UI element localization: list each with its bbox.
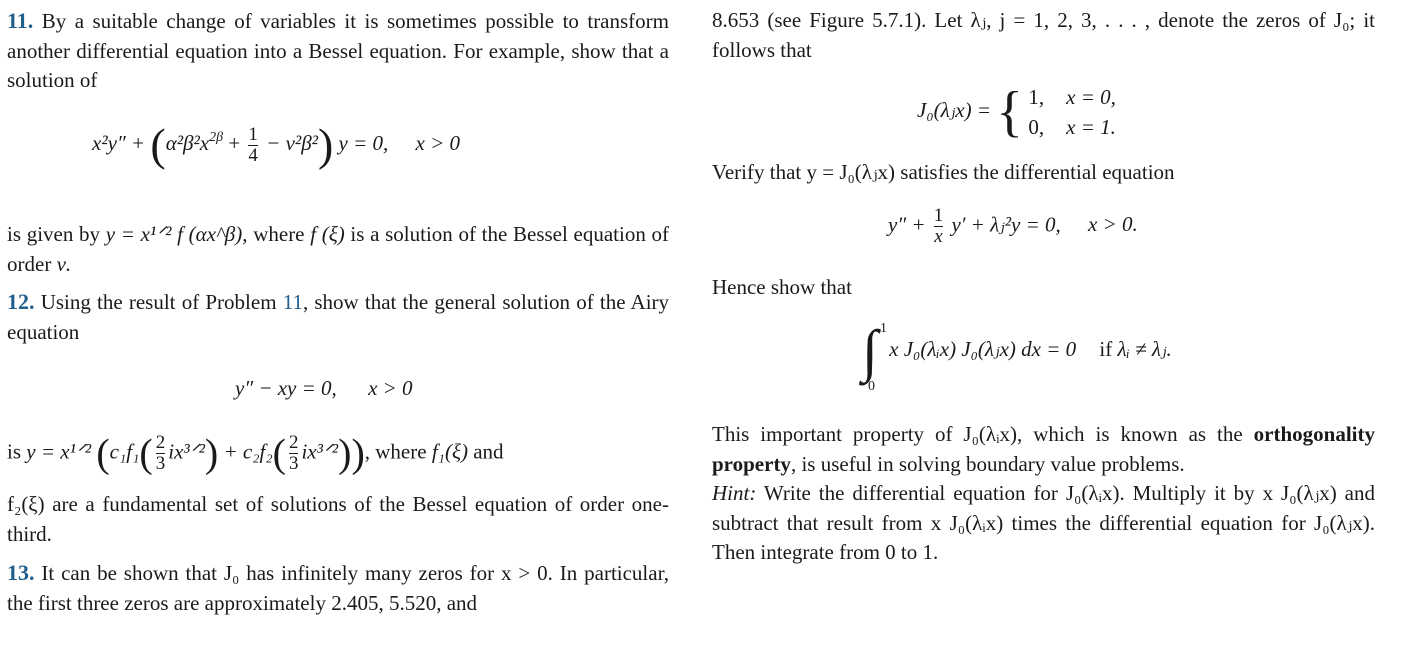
- solution-fraction-1: [156, 433, 166, 474]
- eq-lhs: x²y″ +: [92, 130, 146, 155]
- conclusion-text-3: is a solution of the Bessel equation of order: [7, 222, 669, 276]
- verify-text: Verify that y = J₀(λⱼx) satisfies the differential equation: [712, 160, 1175, 184]
- problem-11-number: 11.: [7, 8, 34, 33]
- conclusion-math: y = x¹ᐟ² f (αx^β),: [105, 222, 248, 246]
- outer-right-paren: ): [351, 430, 365, 476]
- case-2-condition: x = 1.: [1066, 115, 1116, 139]
- case-1: [1028, 82, 1116, 112]
- hint-text: Write the differential equation for J₀(λᵢx). Multiply it by x J₀(λⱼx) and subtract that result from x J₀(λᵢx) times the differential equation for J₀(λⱼx). Then integrate from 0 to 1.: [712, 481, 1376, 564]
- solution-and: and: [473, 439, 504, 464]
- problem-11-link[interactable]: 11: [282, 290, 303, 314]
- problem-12-conclusion: [7, 490, 669, 549]
- solution-is: is: [7, 439, 22, 464]
- integral-sign: ∫: [862, 318, 878, 383]
- airy-solution: [7, 430, 504, 476]
- orthogonality-note: [712, 420, 1375, 568]
- eq-term1: α²β²x: [165, 130, 210, 155]
- inner-right-paren-2: ): [338, 430, 352, 476]
- eq-fraction: [248, 125, 258, 166]
- ode-lhs: y″ +: [888, 212, 926, 237]
- integral-condition: λᵢ ≠ λⱼ.: [1117, 336, 1172, 361]
- airy-condition: x > 0: [368, 376, 413, 400]
- problem-13-number: 13.: [7, 560, 35, 585]
- solution-c1f1: c₁f₁: [109, 439, 140, 464]
- eq-rhs: y = 0,: [338, 130, 389, 155]
- airy-equation: [235, 378, 413, 399]
- ode-fraction: [934, 206, 944, 247]
- problem-13-continuation: [712, 6, 1375, 65]
- problem-12-text-2: , show that the general solution of the Airy equation: [7, 290, 670, 344]
- fraction-numerator: 2: [155, 432, 166, 453]
- fraction-numerator: 1: [933, 205, 944, 226]
- solution-c2f2: + c₂f₂: [223, 439, 273, 464]
- problem-12-intro: [7, 287, 669, 347]
- inner-left-paren-1: (: [139, 430, 153, 476]
- problem-11-conclusion: [7, 220, 669, 279]
- problem-13-cont-text: 8.653 (see Figure 5.7.1). Let λⱼ, j = 1, 2, 3, . . . , denote the zeros of J₀; it follows that: [712, 8, 1375, 62]
- problem-12-text-3: f₂(ξ) are a fundamental set of solutions of the Bessel equation of order one-third.: [7, 492, 669, 546]
- ix-term-1: ix³ᐟ²: [168, 439, 205, 464]
- bessel-ode: [888, 206, 1138, 247]
- fraction-denominator: x: [934, 226, 943, 247]
- ix-term-2: ix³ᐟ²: [301, 439, 339, 464]
- right-paren: ): [317, 119, 334, 170]
- integrand: x J₀(λᵢx) J₀(λⱼx) dx = 0: [889, 336, 1077, 361]
- solution-where: , where: [364, 439, 427, 464]
- solution-lhs: y = x¹ᐟ²: [26, 439, 92, 464]
- fraction-numerator: 1: [248, 123, 258, 145]
- problem-11-equation: [92, 119, 461, 170]
- hint-label: Hint:: [712, 481, 757, 505]
- conclusion-nu: ν.: [56, 251, 72, 276]
- case-2: [1028, 112, 1116, 142]
- cases-lhs: J₀(λⱼx) =: [917, 97, 991, 122]
- hence-sentence: [712, 273, 1375, 303]
- eq-condition: x > 0: [415, 130, 461, 155]
- case-1-condition: x = 0,: [1066, 85, 1116, 109]
- left-brace: {: [996, 81, 1024, 143]
- outer-left-paren: (: [96, 430, 110, 476]
- fraction-denominator: 4: [248, 144, 258, 166]
- airy-eq: y″ − xy = 0,: [235, 376, 337, 400]
- integral-upper-limit: 1: [880, 321, 887, 336]
- problem-11-intro: [7, 6, 669, 96]
- eq-exponent: 2β: [209, 129, 224, 145]
- conclusion-text-2: where: [253, 222, 305, 246]
- integral-if: if: [1099, 336, 1113, 361]
- verify-sentence: [712, 158, 1375, 188]
- integral-lower-limit: 0: [868, 379, 875, 394]
- ode-condition: x > 0.: [1088, 212, 1138, 237]
- fraction-denominator: 3: [155, 453, 166, 474]
- solution-f1: f₁(ξ): [431, 439, 468, 464]
- inner-right-paren-1: ): [204, 430, 219, 476]
- case-2-value: 0,: [1028, 115, 1045, 139]
- eq-term2: − ν²β²: [266, 130, 318, 155]
- inner-left-paren-2: (: [272, 430, 286, 476]
- problem-13-text-1: It can be shown that J₀ has infinitely many zeros for x > 0. In particular, the first three zeros are approximately 2.405, 5.520, and: [7, 561, 669, 615]
- note-text-2: , is useful in solving boundary value problems.: [790, 451, 1185, 476]
- orthogonality-integral: [862, 318, 1172, 398]
- ode-rest: y′ + λⱼ²y = 0,: [951, 212, 1061, 237]
- note-bold-term: orthogonality property: [712, 422, 1375, 476]
- case-1-value: 1,: [1028, 85, 1045, 109]
- conclusion-f: f (ξ): [310, 222, 345, 246]
- bessel-zeros-cases: [917, 82, 1116, 142]
- conclusion-text-1: is given by: [7, 222, 101, 246]
- left-paren: (: [150, 119, 166, 170]
- problem-13-intro: [7, 558, 669, 618]
- fraction-denominator: 3: [288, 453, 299, 474]
- problem-11-intro-text: By a suitable change of variables it is sometimes possible to transform another differential equation into a Bessel equation. For example, show that a solution of: [7, 9, 670, 92]
- cases-block: [1028, 82, 1116, 142]
- problem-12-text-1: Using the result of Problem: [40, 290, 277, 314]
- solution-fraction-2: [289, 433, 299, 474]
- hence-text: Hence show that: [712, 275, 852, 299]
- fraction-numerator: 2: [288, 432, 299, 453]
- note-text-1: This important property of J₀(λᵢx), which is known as the: [712, 422, 1243, 446]
- problem-12-number: 12.: [7, 289, 35, 314]
- eq-plus: +: [228, 130, 241, 155]
